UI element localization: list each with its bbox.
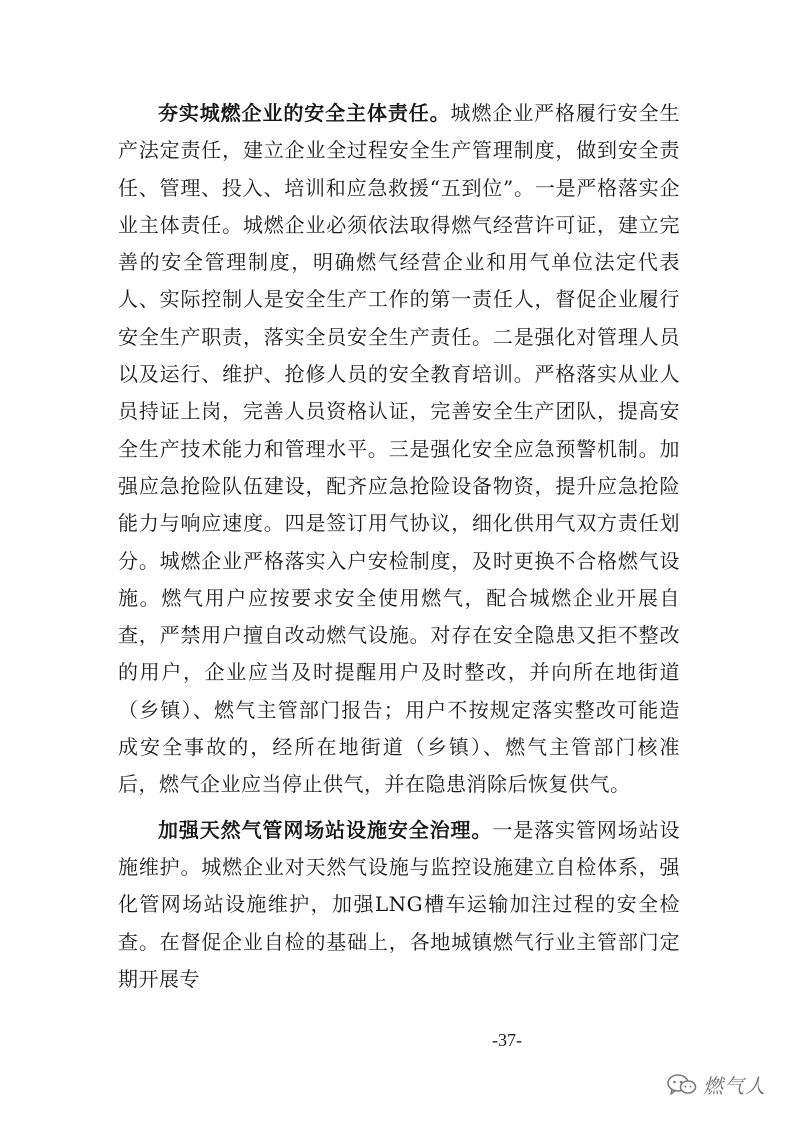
paragraph-heading: 夯实城燃企业的安全主体责任。 — [158, 101, 451, 125]
paragraph-body: 一是落实管网场站设施维护。城燃企业对天然气设施与监控设施建立自检体系，强化管网场站设施维护，加强LNG槽车运输加注过程的安全检查。在督促企业自检的基础上，各地城镇燃气行业主管部门定期开展专 — [118, 817, 681, 991]
paragraph-pipeline-safety — [118, 812, 680, 998]
paragraph-heading: 加强天然气管网场站设施安全治理。 — [158, 817, 493, 842]
page-number: -37- — [492, 1030, 522, 1050]
document-body — [118, 95, 680, 1006]
watermark-text: 燃气人 — [703, 1074, 766, 1098]
watermark — [667, 1070, 766, 1099]
paragraph-responsibility — [118, 95, 680, 804]
paragraph-body: 城燃企业严格履行安全生产法定责任，建立企业全过程安全生产管理制度，做到安全责任、管理、投入、培训和应急救援“五到位”。一是严格落实企业主体责任。城燃企业必须依法取得燃气经营许可证，建立完善的安全管理制度，明确燃气经营企业和用气单位法定代表人、实际控制人是安全生产工作的第一责任人，督促企业履行安全生产职责，落实全员安全生产责任。二是强化对管理人员以及运行、维护、抢修人员的安全教育培训。严格落实从业人员持证上岗，完善人员资格认证，完善安全生产团队，提高安全生产技术能力和管理水平。三是强化安全应急预警机制。加强应急抢险队伍建设，配齐应急抢险设备物资，提升应急抢险能力与响应速度。四是签订用气协议，细化供用气双方责任划分。城燃企业严格落实入户安检制度，及时更换不合格燃气设施。燃气用户应按要求安全使用燃气，配合城燃企业开展自查，严禁用户擅自改动燃气设施。对存在安全隐患又拒不整改的用户，企业应当及时提醒用户及时整改，并向所在地街道（乡镇）、燃气主管部门报告；用户不按规定落实整改可能造成安全事故的，经所在地街道（乡镇）、燃气主管部门核准后，燃气企业应当停止供气，并在隐患消除后恢复供气。 — [118, 101, 681, 797]
wechat-icon — [667, 1073, 697, 1097]
